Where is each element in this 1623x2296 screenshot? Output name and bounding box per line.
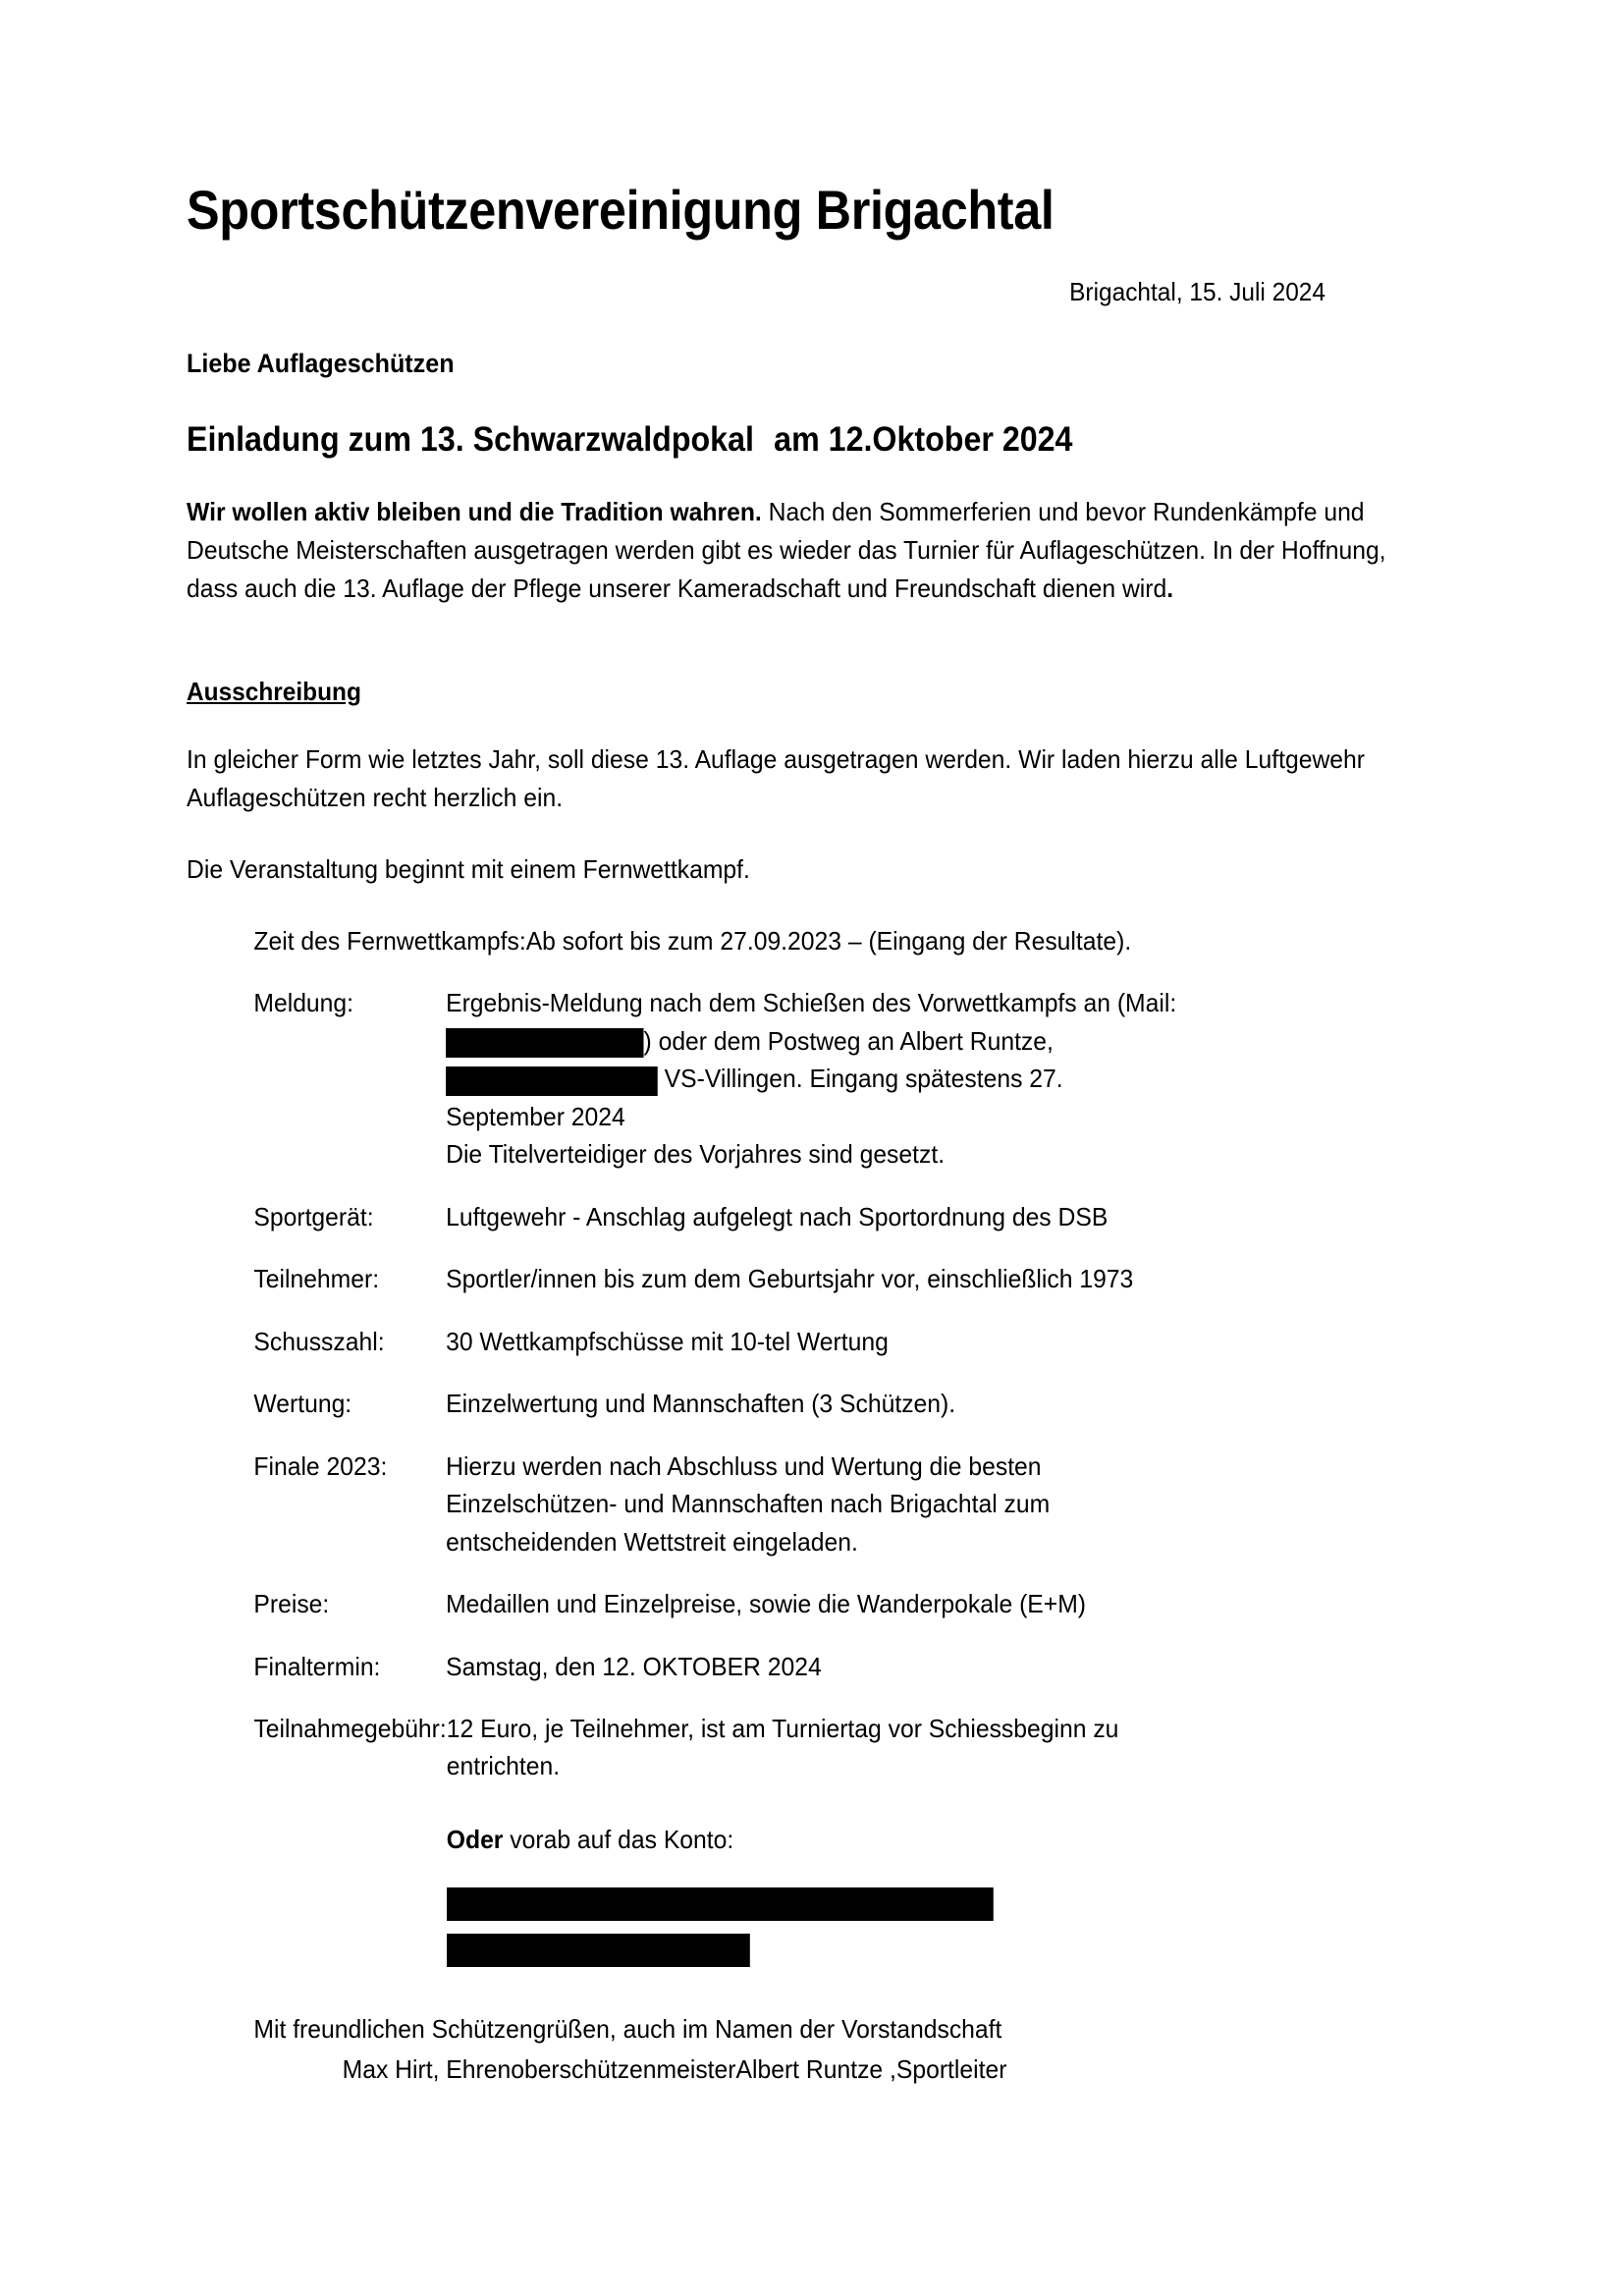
detail-term-finale: Finale 2023: bbox=[253, 1450, 388, 1481]
detail-row-meldung bbox=[187, 984, 1399, 1173]
invitation-heading bbox=[187, 420, 1311, 460]
invitation-heading-title: Einladung zum 13. Schwarzwaldpokal bbox=[187, 419, 754, 459]
detail-row-zeit bbox=[187, 922, 1399, 959]
details-list bbox=[187, 922, 1399, 1967]
detail-term-zeit: Zeit des Fernwettkampfs: bbox=[253, 925, 526, 956]
meldung-line-3 bbox=[446, 1060, 1399, 1097]
meldung-line-1: Ergebnis-Meldung nach dem Schießen des Vorwettkampfs an (Mail: bbox=[446, 988, 1177, 1018]
intro-period: . bbox=[1166, 573, 1174, 603]
detail-term-preise: Preise: bbox=[253, 1589, 330, 1619]
intro-rest: Nach den Sommerferien und bevor Rundenkämpfe und Deutsche Meisterschaften ausgetragen werden gibt es wieder das Turnier für Auflageschützen. In der Hoffnung, dass auch die 13. Auflage der Pflege unserer Kameradschaft und Freundschaft dienen wird bbox=[187, 496, 1386, 603]
detail-value-finaltermin: Samstag, den 12. OKTOBER 2024 bbox=[446, 1651, 822, 1681]
section-heading-ausschreibung: Ausschreibung bbox=[187, 676, 361, 706]
signers-row bbox=[253, 2050, 1447, 2089]
detail-value-finale bbox=[446, 1448, 1399, 1560]
gebuehr-line-1: 12 Euro, je Teilnehmer, ist am Turniertag vor Schiessbeginn zu bbox=[446, 1714, 1119, 1744]
intro-paragraph bbox=[187, 493, 1399, 608]
konto-rest: vorab auf das Konto: bbox=[503, 1824, 734, 1854]
detail-row-wertung bbox=[187, 1385, 1399, 1422]
signer-name-2: Albert Runtze ,Sportleiter bbox=[735, 2054, 1007, 2085]
closing-greeting: Mit freundlichen Schützengrüßen, auch im Namen der Vorstandschaft bbox=[253, 2014, 1002, 2045]
redaction-email-bar bbox=[446, 1028, 643, 1058]
signer-name-1: Max Hirt, Ehrenoberschützenmeister bbox=[342, 2054, 736, 2085]
detail-row-teilnehmer bbox=[187, 1260, 1399, 1297]
detail-term-sportgeraet: Sportgerät: bbox=[253, 1201, 374, 1231]
detail-value-wertung: Einzelwertung und Mannschaften (3 Schützen). bbox=[446, 1389, 956, 1419]
konto-line bbox=[447, 1821, 1399, 1858]
finale-line-3: entscheidenden Wettstreit eingeladen. bbox=[446, 1526, 858, 1557]
document-content bbox=[187, 179, 1409, 2089]
place-and-date: Brigachtal, 15. Juli 2024 bbox=[1069, 276, 1325, 306]
finale-line-2: Einzelschützen- und Mannschaften nach Brigachtal zum bbox=[446, 1489, 1051, 1519]
meldung-line-3-text: VS-Villingen. Eingang spätestens 27. bbox=[664, 1064, 1063, 1094]
gebuehr-line-2: entrichten. bbox=[446, 1751, 561, 1781]
redaction-bank-iban-bar bbox=[447, 1887, 994, 1921]
detail-value-zeit: Ab sofort bis zum 27.09.2023 – (Eingang der Resultate). bbox=[525, 925, 1132, 956]
ausschreibung-paragraph-2: Die Veranstaltung beginnt mit einem Fernwettkampf. bbox=[187, 853, 750, 884]
detail-value-teilnahmegebuehr bbox=[447, 1710, 1399, 1967]
detail-term-teilnahmegebuehr: Teilnahmegebühr: bbox=[253, 1714, 447, 1744]
redaction-address-bar bbox=[446, 1066, 658, 1096]
detail-term-schusszahl: Schusszahl: bbox=[253, 1326, 385, 1356]
finale-line-1: Hierzu werden nach Abschluss und Wertung die besten bbox=[446, 1450, 1042, 1481]
detail-value-teilnehmer: Sportler/innen bis zum dem Geburtsjahr vor, einschließlich 1973 bbox=[446, 1264, 1134, 1294]
detail-value-schusszahl: 30 Wettkampfschüsse mit 10-tel Wertung bbox=[446, 1326, 889, 1356]
gebuehr-spacer bbox=[447, 1785, 1399, 1821]
detail-value-sportgeraet: Luftgewehr - Anschlag aufgelegt nach Sportordnung des DSB bbox=[446, 1201, 1109, 1231]
konto-bold: Oder bbox=[446, 1824, 504, 1854]
meldung-line-4: September 2024 bbox=[446, 1101, 625, 1131]
detail-term-finaltermin: Finaltermin: bbox=[253, 1651, 381, 1681]
meldung-line-2-text: ) oder dem Postweg an Albert Runtze, bbox=[643, 1025, 1054, 1056]
redaction-bank-bic-bar bbox=[447, 1934, 750, 1967]
detail-term-wertung: Wertung: bbox=[253, 1389, 352, 1419]
closing-block bbox=[187, 2010, 1447, 2089]
ausschreibung-paragraph-1: In gleicher Form wie letztes Jahr, soll diese 13. Auflage ausgetragen werden. Wir laden hierzu alle Luftgewehr Auflageschützen recht herzlich ein. bbox=[187, 743, 1365, 812]
meldung-line-5: Die Titelverteidiger des Vorjahres sind gesetzt. bbox=[446, 1139, 946, 1170]
intro-bold-lead: Wir wollen aktiv bleiben und die Tradition wahren. bbox=[187, 496, 762, 526]
detail-term-meldung: Meldung: bbox=[253, 988, 354, 1018]
detail-row-schusszahl bbox=[187, 1323, 1399, 1360]
detail-row-sportgeraet bbox=[187, 1198, 1399, 1235]
detail-row-finaltermin bbox=[187, 1648, 1399, 1685]
bank-redaction-block bbox=[447, 1887, 1399, 1967]
page-title: Sportschützenvereinigung Brigachtal bbox=[187, 179, 1055, 241]
detail-value-meldung bbox=[446, 984, 1399, 1173]
invitation-heading-date: am 12.Oktober 2024 bbox=[774, 419, 1073, 459]
meldung-line-2 bbox=[446, 1022, 1399, 1060]
detail-term-teilnehmer: Teilnehmer: bbox=[253, 1264, 380, 1294]
detail-row-finale bbox=[187, 1448, 1399, 1560]
detail-row-teilnahmegebuehr bbox=[187, 1710, 1399, 1967]
salutation: Liebe Auflageschützen bbox=[187, 348, 455, 378]
detail-value-preise: Medaillen und Einzelpreise, sowie die Wanderpokale (E+M) bbox=[446, 1589, 1087, 1619]
detail-row-preise bbox=[187, 1585, 1399, 1622]
